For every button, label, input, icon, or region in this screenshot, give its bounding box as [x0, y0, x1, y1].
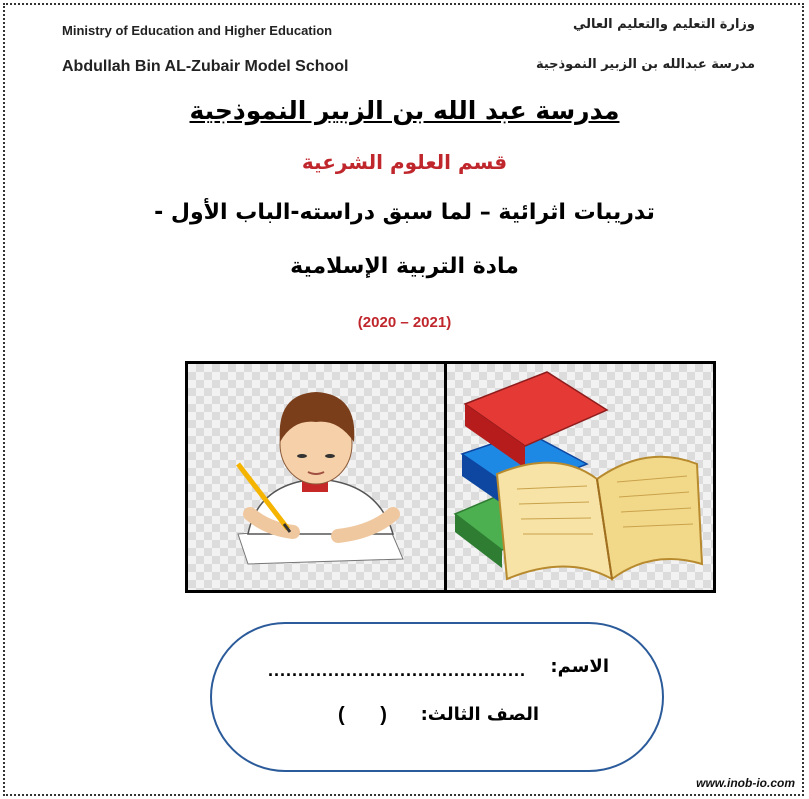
- department-name: قسم العلوم الشرعية: [301, 150, 508, 174]
- name-field[interactable]: ...........................................: [268, 660, 527, 680]
- boy-writing-illustration: [188, 364, 444, 590]
- academic-year: (2020 – 2021): [357, 314, 452, 331]
- grade-label: الصف الثالث:: [420, 704, 539, 725]
- student-info-box: [210, 622, 664, 772]
- subject-name: مادة التربية الإسلامية: [290, 254, 519, 279]
- page-title-text: مدرسة عبد الله بن الزبير النموذجية: [189, 96, 620, 125]
- grade-field[interactable]: ( ): [338, 704, 387, 726]
- website-watermark: www.inob-io.com: [696, 776, 795, 790]
- books-image: [444, 361, 716, 593]
- page-title: [0, 96, 809, 125]
- name-label: الاسم:: [550, 656, 609, 677]
- worksheet-subtitle: تدريبات اثرائية – لما سبق دراسته-الباب الأول -: [154, 200, 655, 225]
- school-name-arabic: مدرسة عبدالله بن الزبير النموذجية: [535, 57, 755, 72]
- boy-writing-image: [185, 361, 447, 593]
- stack-of-books-illustration: [447, 364, 713, 590]
- ministry-name-english: Ministry of Education and Higher Education: [62, 23, 333, 38]
- school-name-english: Abdullah Bin AL-Zubair Model School: [62, 58, 349, 75]
- ministry-name-arabic: وزارة التعليم والتعليم العالي: [572, 17, 755, 32]
